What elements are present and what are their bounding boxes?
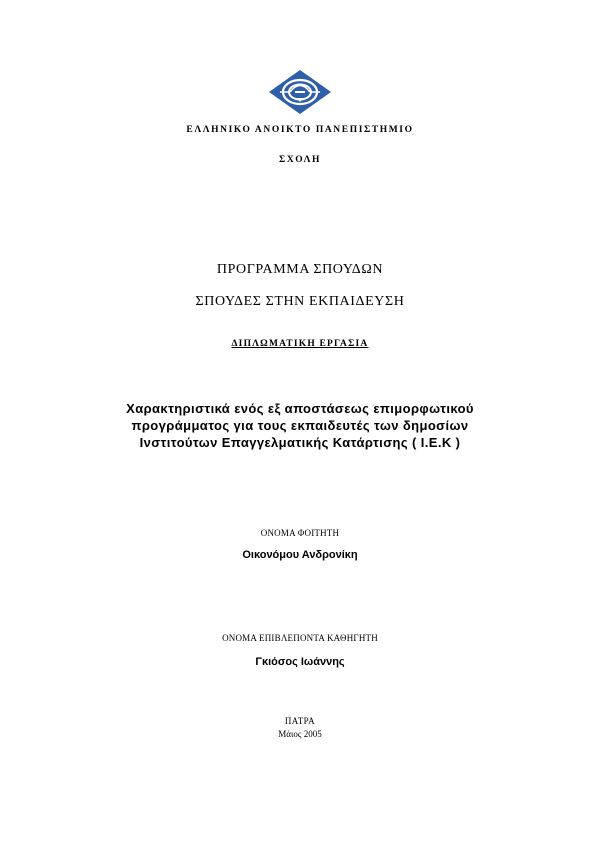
thesis-type: ΔΙΠΛΩΜΑΤΙΚΗ ΕΡΓΑΣΙΑ <box>231 339 369 349</box>
student-name: Οικονόμου Ανδρονίκη <box>242 549 358 561</box>
university-logo-icon <box>268 69 332 115</box>
program-title: ΠΡΟΓΡΑΜΜΑ ΣΠΟΥΔΩΝ <box>216 262 384 277</box>
studies-title: ΣΠΟΥΔΕΣ ΣΤΗΝ ΕΚΠΑΙΔΕΥΣΗ <box>195 294 405 309</box>
supervisor-label: ΟΝΟΜΑ ΕΠΙΒΛΕΠΟΝΤΑ ΚΑΘΗΓΗΤΗ <box>222 633 378 643</box>
supervisor-name: Γκιόσος Ιωάννης <box>255 656 345 668</box>
city: ΠΑΤΡΑ <box>284 716 316 726</box>
date: Μάιος 2005 <box>278 729 322 739</box>
thesis-title-line-1: Χαρακτηριστικά ενός εξ αποστάσεως επιμορφωτικού <box>126 401 474 416</box>
thesis-title-line-2: προγράμματος για τους εκπαιδευτές των δημοσίων <box>131 418 469 433</box>
university-name: ΕΛΛΗΝΙΚΟ ΑΝΟΙΚΤΟ ΠΑΝΕΠΙΣΤΗΜΙΟ <box>186 125 414 135</box>
school-name: ΣΧΟΛΗ <box>279 155 321 165</box>
student-label: ΟΝΟΜΑ ΦΟΙΤΗΤΗ <box>260 528 340 538</box>
thesis-title-line-3: Ινστιτούτων Επαγγελματικής Κατάρτισης ( Ι.Ε.Κ ) <box>139 435 461 450</box>
